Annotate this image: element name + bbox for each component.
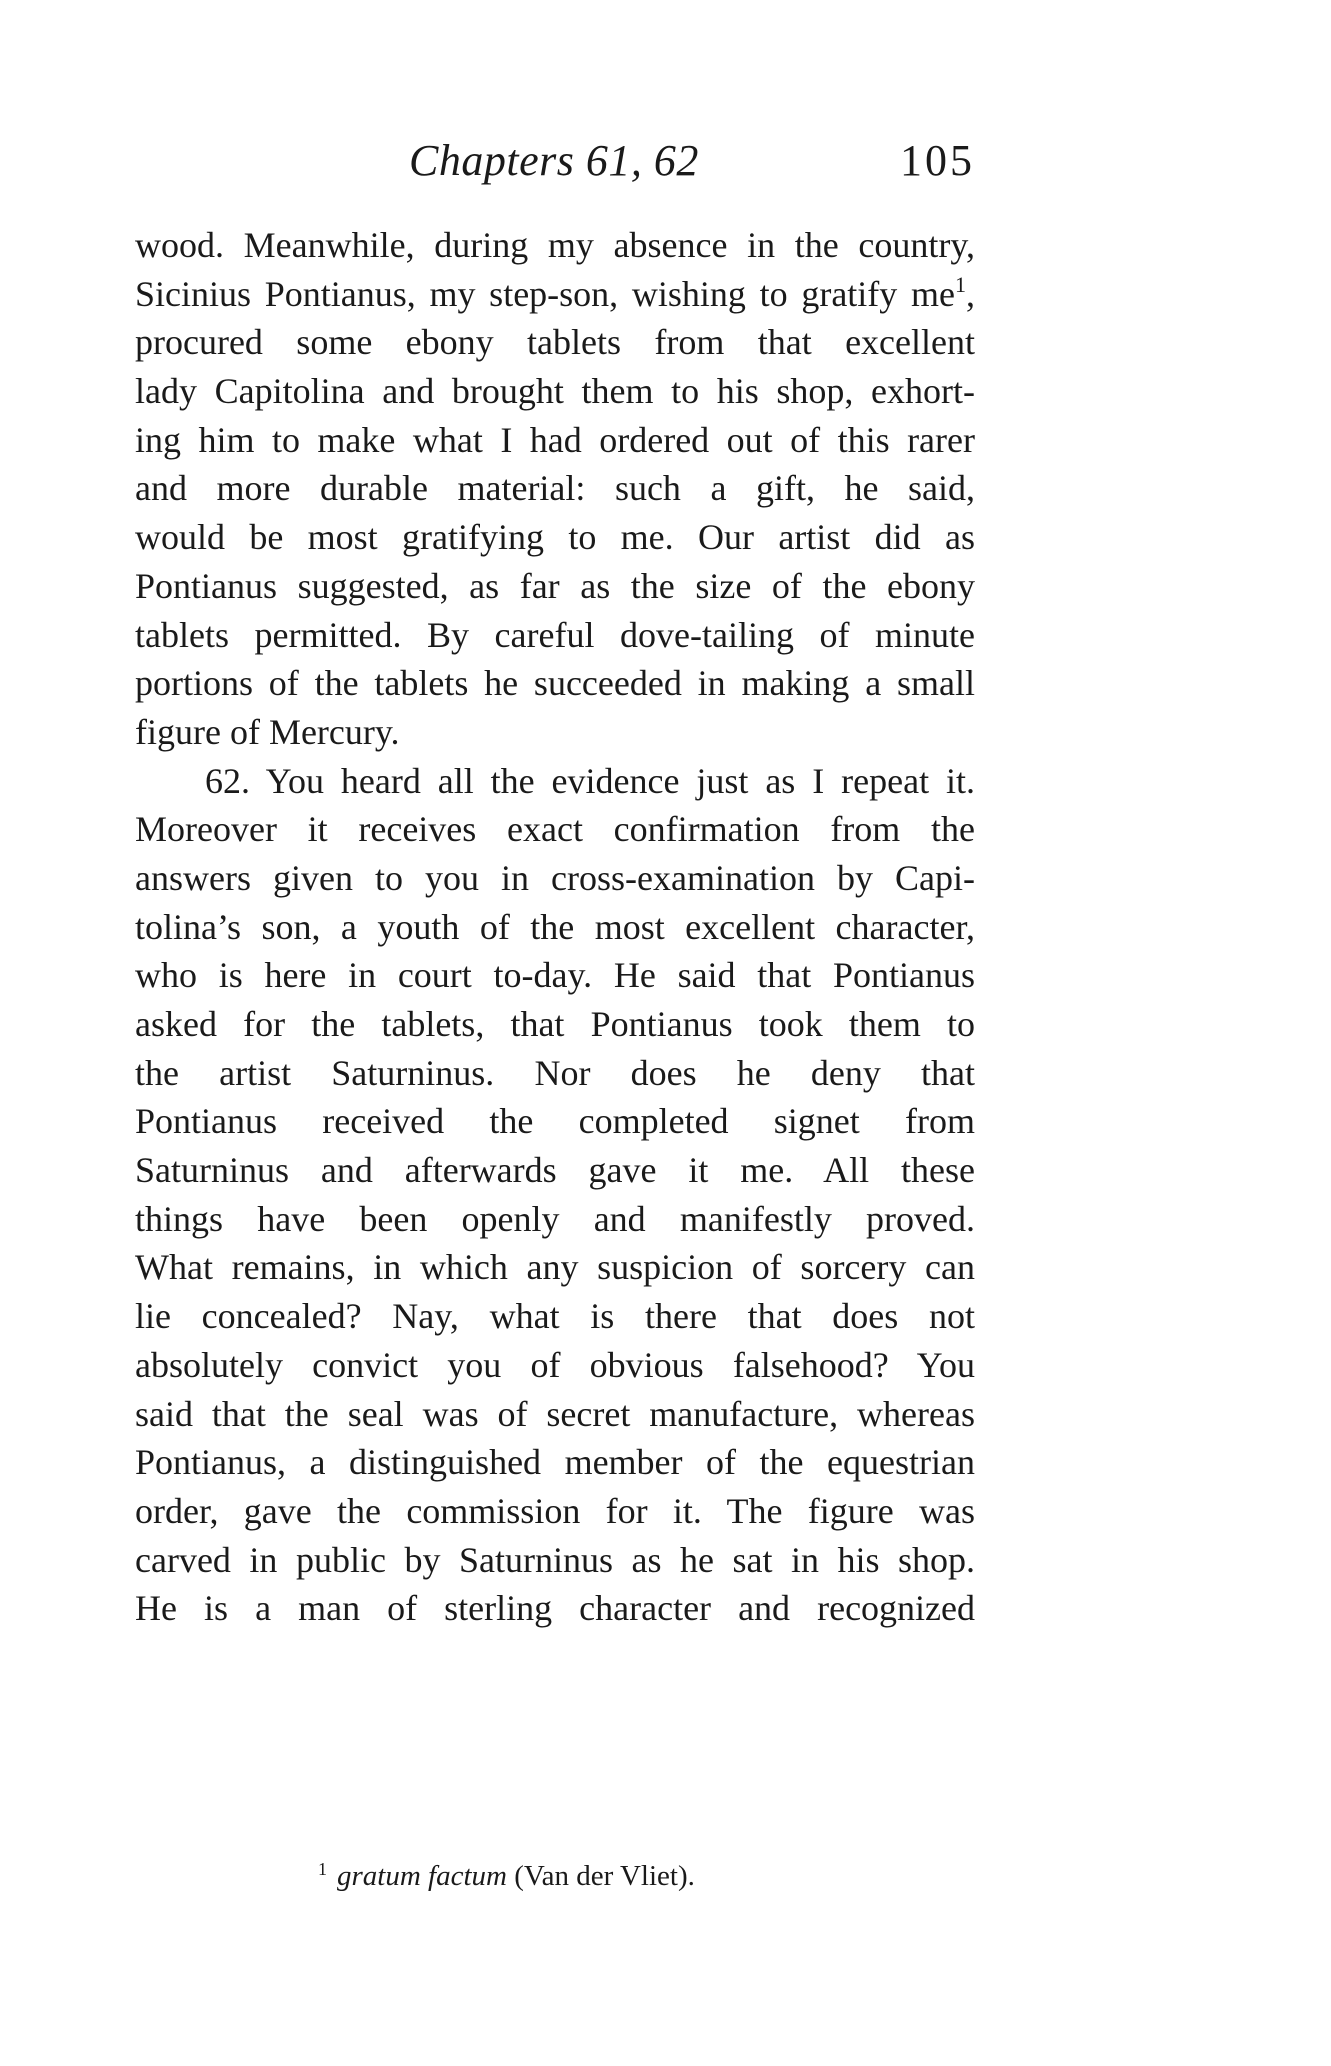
- text-line: said that the seal was of secret manufacture, whereas: [135, 1393, 975, 1434]
- footnote-source: (Van der Vliet).: [506, 1860, 695, 1892]
- page-number: 105: [900, 136, 975, 185]
- text-line: lie concealed? Nay, what is there that does not: [135, 1296, 975, 1337]
- text-line: and more durable material: such a gift, he said,: [135, 468, 975, 509]
- text-line: Pontianus received the completed signet from: [135, 1101, 975, 1142]
- text-line: He is a man of sterling character and recognized: [135, 1588, 975, 1629]
- text-line: the artist Saturninus. Nor does he deny that: [135, 1052, 975, 1093]
- text-line: tolina’s son, a youth of the most excellent character,: [135, 906, 975, 947]
- text-line: Pontianus, a distinguished member of the equestrian: [135, 1442, 975, 1483]
- footnote: [318, 1860, 695, 1893]
- text-line-content: Sicinius Pontianus, my step-son, wishing to gratify me: [135, 273, 955, 314]
- footnote-italic-text: gratum factum: [337, 1860, 507, 1892]
- text-line: asked for the tablets, that Pontianus took them to: [135, 1004, 975, 1044]
- text-line: Pontianus suggested, as far as the size of the ebony: [135, 565, 975, 606]
- text-line: What remains, in which any suspicion of sorcery can: [135, 1247, 975, 1288]
- text-line: tablets permitted. By careful dove-tailing of minute: [135, 614, 975, 655]
- body-text: [135, 221, 975, 1633]
- text-line: ing him to make what I had ordered out of this rarer: [135, 419, 975, 460]
- footnote-marker: 1: [318, 1859, 327, 1879]
- text-line: Saturninus and afterwards gave it me. All these: [135, 1150, 975, 1191]
- text-line: carved in public by Saturninus as he sat in his shop.: [135, 1539, 975, 1580]
- chapter-heading: Chapters 61, 62: [409, 136, 699, 185]
- text-line: procured some ebony tablets from that excellent: [135, 322, 975, 363]
- text-line-with-footnote-ref: [135, 270, 975, 319]
- text-line: wood. Meanwhile, during my absence in the country,: [135, 225, 975, 265]
- text-line: order, gave the commission for it. The figure was: [135, 1490, 975, 1531]
- text-line: portions of the tablets he succeeded in making a small: [135, 663, 975, 704]
- chapter-62-opening-line: 62. You heard all the evidence just as I repeat it.: [205, 760, 975, 801]
- text-line: absolutely convict you of obvious falsehood? You: [135, 1344, 975, 1385]
- text-line: who is here in court to-day. He said that Pontianus: [135, 955, 975, 996]
- paragraph-end-line: figure of Mercury.: [135, 711, 400, 752]
- text-line: things have been openly and manifestly proved.: [135, 1198, 975, 1239]
- footnote-ref-trailing-punctuation: ,: [966, 273, 975, 314]
- footnote-reference: 1: [955, 271, 966, 297]
- running-header: [135, 135, 975, 195]
- text-line: would be most gratifying to me. Our artist did as: [135, 517, 975, 558]
- text-line: lady Capitolina and brought them to his shop, exhort-: [135, 371, 975, 412]
- text-line: answers given to you in cross-examination by Capi-: [135, 857, 975, 898]
- text-line: Moreover it receives exact confirmation from the: [135, 809, 975, 850]
